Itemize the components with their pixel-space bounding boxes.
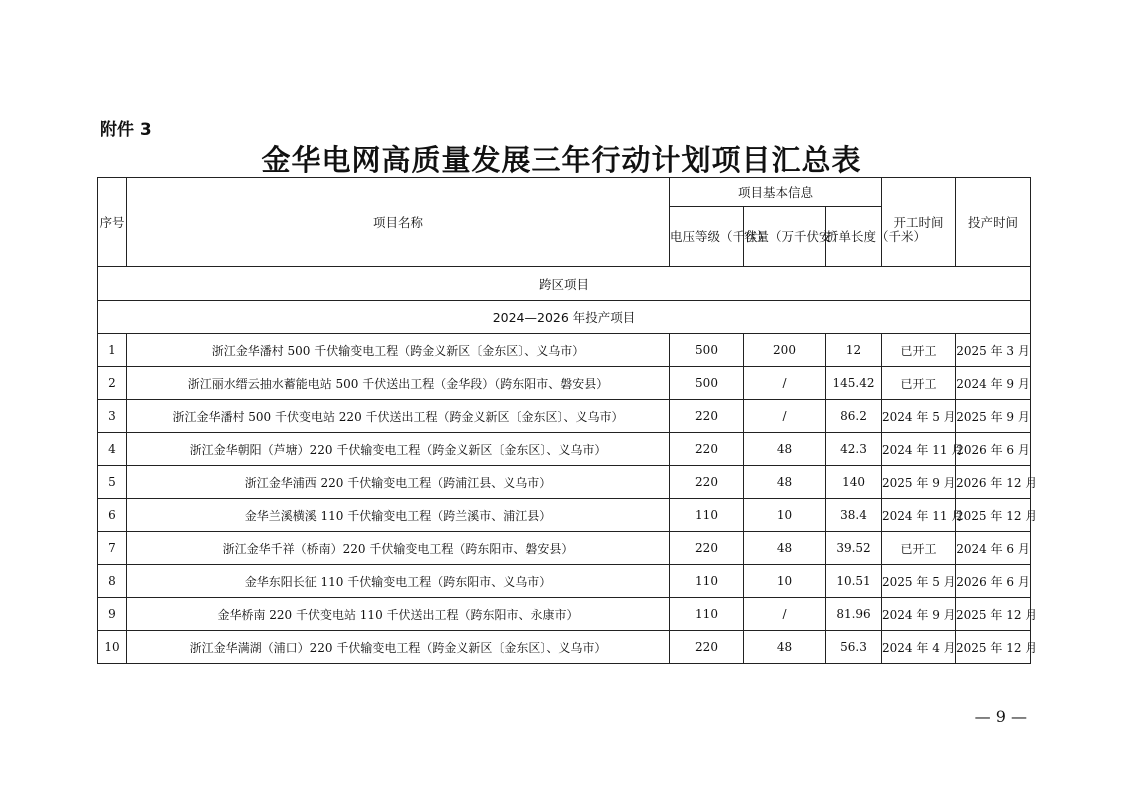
- seq-cell: 1: [98, 334, 127, 367]
- capacity-cell: /: [744, 367, 826, 400]
- project-name-cell: 浙江金华满湖（浦口）220 千伏输变电工程（跨金义新区〔金东区〕、义乌市）: [127, 631, 670, 664]
- voltage-cell: 220: [670, 466, 744, 499]
- length-cell: 42.3: [826, 433, 882, 466]
- table-row: [98, 334, 1031, 367]
- project-name-cell: 浙江金华千祥（桥南）220 千伏输变电工程（跨东阳市、磐安县）: [127, 532, 670, 565]
- capacity-cell: /: [744, 598, 826, 631]
- operation-time-cell: 2024 年 6 月: [956, 532, 1031, 565]
- header-basic-info: 项目基本信息: [670, 178, 882, 207]
- voltage-cell: 110: [670, 499, 744, 532]
- page-title: 金华电网高质量发展三年行动计划项目汇总表: [261, 143, 862, 177]
- start-time-cell: 2025 年 9 月: [882, 466, 956, 499]
- table-row: [98, 433, 1031, 466]
- operation-time-cell: 2024 年 9 月: [956, 367, 1031, 400]
- length-cell: 12: [826, 334, 882, 367]
- operation-time-cell: 2026 年 6 月: [956, 433, 1031, 466]
- project-summary-table: [97, 177, 1038, 664]
- capacity-cell: 200: [744, 334, 826, 367]
- subsection-title: 2024—2026 年投产项目: [98, 301, 1031, 334]
- project-name-cell: 金华桥南 220 千伏变电站 110 千伏送出工程（跨东阳市、永康市）: [127, 598, 670, 631]
- seq-cell: 9: [98, 598, 127, 631]
- project-name-cell: 浙江金华潘村 500 千伏变电站 220 千伏送出工程（跨金义新区〔金东区〕、义乌市）: [127, 400, 670, 433]
- capacity-cell: 10: [744, 499, 826, 532]
- seq-cell: 2: [98, 367, 127, 400]
- table-row: [98, 400, 1031, 433]
- project-name-cell: 金华东阳长征 110 千伏输变电工程（跨东阳市、义乌市）: [127, 565, 670, 598]
- operation-time-cell: 2025 年 9 月: [956, 400, 1031, 433]
- table-row: [98, 598, 1031, 631]
- start-time-cell: 2025 年 5 月: [882, 565, 956, 598]
- operation-time-cell: 2025 年 12 月: [956, 598, 1031, 631]
- seq-cell: 4: [98, 433, 127, 466]
- header-project-name: 项目名称: [127, 178, 670, 267]
- capacity-cell: 10: [744, 565, 826, 598]
- seq-cell: 10: [98, 631, 127, 664]
- length-cell: 38.4: [826, 499, 882, 532]
- table-row: [98, 565, 1031, 598]
- length-cell: 56.3: [826, 631, 882, 664]
- length-cell: 145.42: [826, 367, 882, 400]
- capacity-cell: 48: [744, 631, 826, 664]
- start-time-cell: 2024 年 11 月: [882, 433, 956, 466]
- length-cell: 86.2: [826, 400, 882, 433]
- table-row: [98, 631, 1031, 664]
- header-seq: 序号: [98, 178, 127, 267]
- project-name-cell: 金华兰溪横溪 110 千伏输变电工程（跨兰溪市、浦江县）: [127, 499, 670, 532]
- seq-cell: 7: [98, 532, 127, 565]
- project-name-cell: 浙江金华浦西 220 千伏输变电工程（跨浦江县、义乌市）: [127, 466, 670, 499]
- seq-cell: 8: [98, 565, 127, 598]
- voltage-cell: 110: [670, 598, 744, 631]
- start-time-cell: 2024 年 9 月: [882, 598, 956, 631]
- seq-cell: 3: [98, 400, 127, 433]
- header-operation-time: 投产时间: [956, 178, 1031, 267]
- length-cell: 39.52: [826, 532, 882, 565]
- length-cell: 81.96: [826, 598, 882, 631]
- operation-time-cell: 2026 年 6 月: [956, 565, 1031, 598]
- start-time-cell: 2024 年 4 月: [882, 631, 956, 664]
- length-cell: 10.51: [826, 565, 882, 598]
- header-start-time: 开工时间: [882, 178, 956, 267]
- start-time-cell: 已开工: [882, 334, 956, 367]
- start-time-cell: 已开工: [882, 532, 956, 565]
- operation-time-cell: 2025 年 12 月: [956, 499, 1031, 532]
- start-time-cell: 2024 年 5 月: [882, 400, 956, 433]
- start-time-cell: 已开工: [882, 367, 956, 400]
- section-title: 跨区项目: [98, 267, 1031, 301]
- voltage-cell: 220: [670, 631, 744, 664]
- length-cell: 140: [826, 466, 882, 499]
- voltage-cell: 110: [670, 565, 744, 598]
- header-voltage: 电压等级（千伏）: [670, 207, 744, 267]
- capacity-cell: 48: [744, 466, 826, 499]
- voltage-cell: 220: [670, 532, 744, 565]
- voltage-cell: 220: [670, 433, 744, 466]
- header-length: 折单长度（千米）: [826, 207, 882, 267]
- table-row: [98, 499, 1031, 532]
- table-row: [98, 367, 1031, 400]
- start-time-cell: 2024 年 11 月: [882, 499, 956, 532]
- capacity-cell: 48: [744, 532, 826, 565]
- seq-cell: 5: [98, 466, 127, 499]
- voltage-cell: 220: [670, 400, 744, 433]
- project-name-cell: 浙江金华潘村 500 千伏输变电工程（跨金义新区〔金东区〕、义乌市）: [127, 334, 670, 367]
- operation-time-cell: 2026 年 12 月: [956, 466, 1031, 499]
- seq-cell: 6: [98, 499, 127, 532]
- voltage-cell: 500: [670, 367, 744, 400]
- capacity-cell: /: [744, 400, 826, 433]
- project-name-cell: 浙江丽水缙云抽水蓄能电站 500 千伏送出工程（金华段）（跨东阳市、磐安县）: [127, 367, 670, 400]
- capacity-cell: 48: [744, 433, 826, 466]
- project-name-cell: 浙江金华朝阳（芦塘）220 千伏输变电工程（跨金义新区〔金东区〕、义乌市）: [127, 433, 670, 466]
- operation-time-cell: 2025 年 3 月: [956, 334, 1031, 367]
- header-capacity: 容量（万千伏安）: [744, 207, 826, 267]
- operation-time-cell: 2025 年 12 月: [956, 631, 1031, 664]
- table-row: [98, 466, 1031, 499]
- table-row: [98, 532, 1031, 565]
- page-number: — 9 —: [974, 707, 1027, 726]
- voltage-cell: 500: [670, 334, 744, 367]
- attachment-label: 附件 3: [100, 120, 152, 140]
